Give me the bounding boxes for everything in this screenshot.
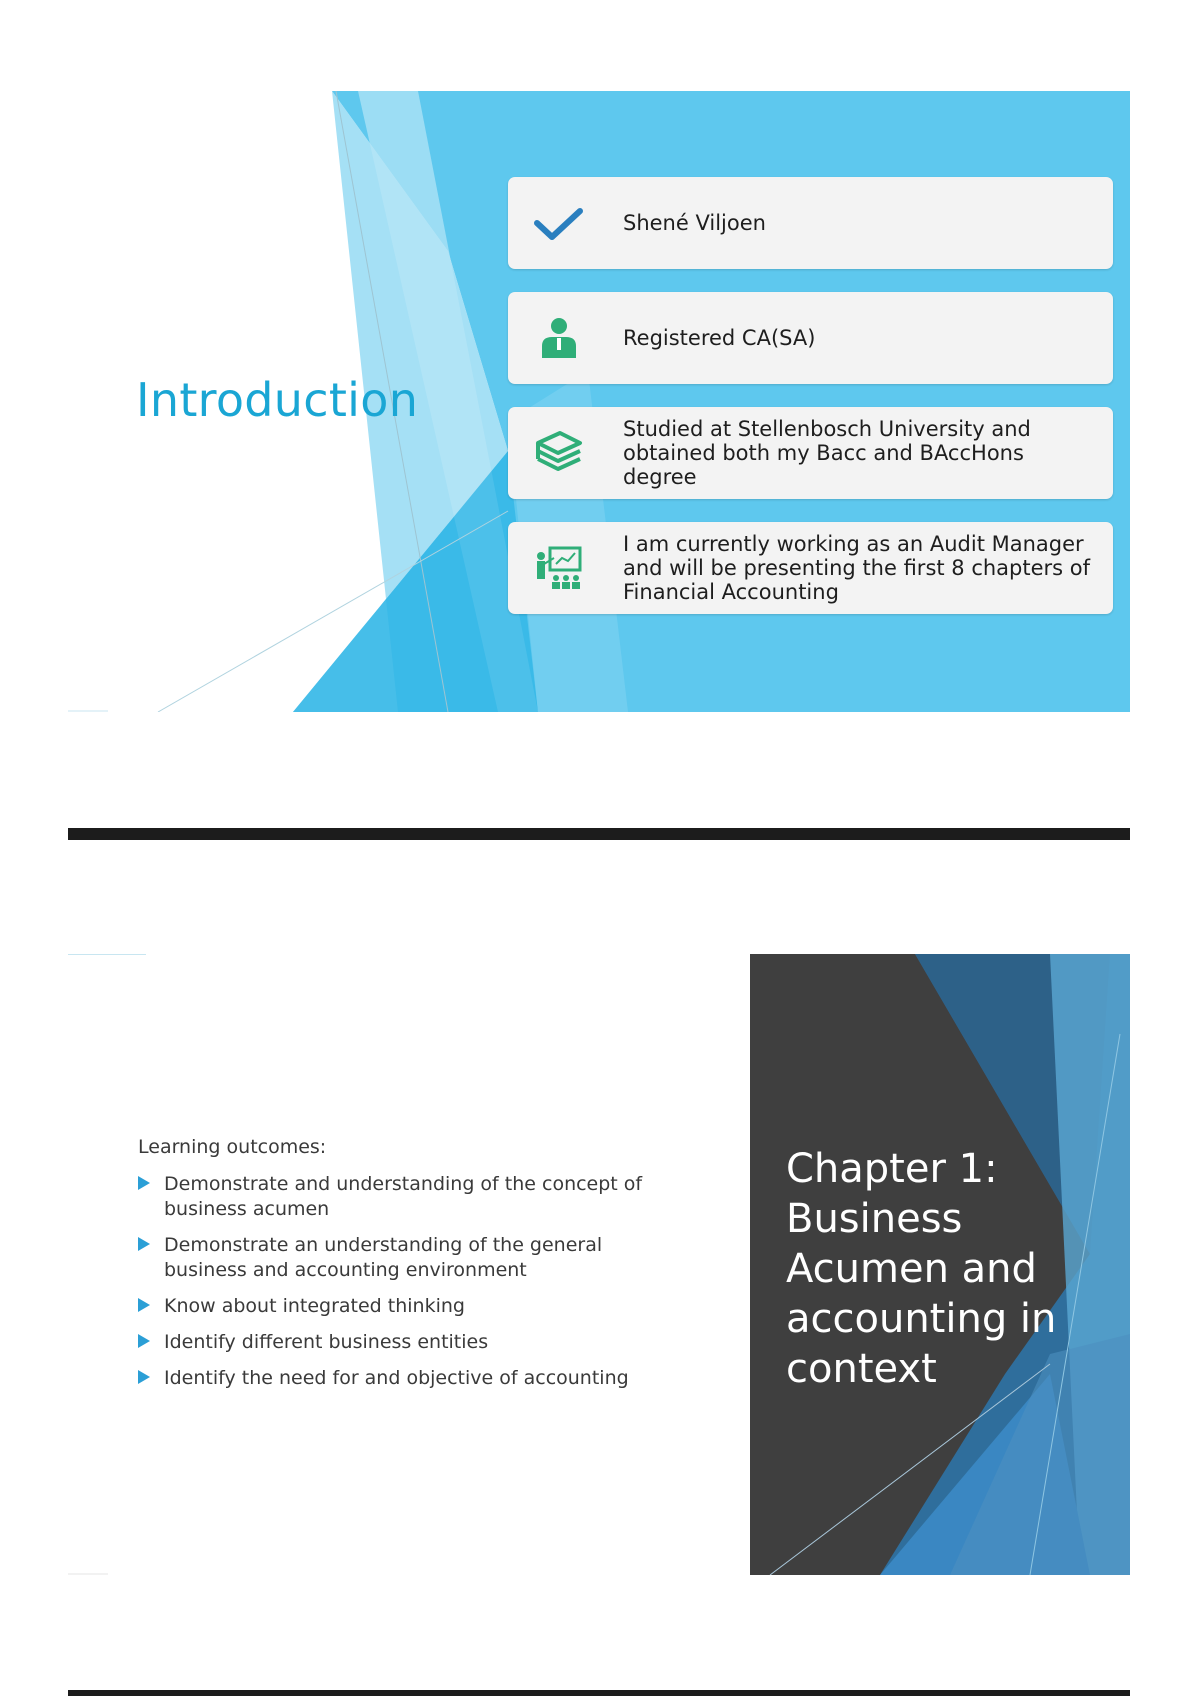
info-card-role bbox=[508, 522, 1113, 614]
info-card-education bbox=[508, 407, 1113, 499]
learning-outcomes-heading: Learning outcomes: bbox=[138, 1136, 327, 1158]
info-card-text: Studied at Stellenbosch University and obtained both my Bacc and BAccHons degree bbox=[623, 417, 1031, 489]
chapter-title: Chapter 1: Business Acumen and accounting in context bbox=[786, 1146, 1057, 1392]
page-separator bbox=[68, 1690, 1130, 1696]
list-item: Demonstrate and understanding of the concept of business acumen bbox=[138, 1172, 678, 1222]
info-card-qualification bbox=[508, 292, 1113, 384]
triangle-bullet-icon bbox=[138, 1298, 150, 1312]
info-card-text: Registered CA(SA) bbox=[623, 326, 816, 350]
chapter-title-panel bbox=[750, 954, 1130, 1575]
list-item: Identify different business entities bbox=[138, 1330, 678, 1355]
person-icon bbox=[532, 314, 586, 362]
list-item: Identify the need for and objective of accounting bbox=[138, 1366, 678, 1391]
list-item: Demonstrate an understanding of the general business and accounting environment bbox=[138, 1233, 678, 1283]
info-card-name bbox=[508, 177, 1113, 269]
learning-outcomes-list bbox=[138, 1172, 678, 1402]
slide-chapter-1 bbox=[68, 954, 1130, 1575]
page-separator bbox=[68, 828, 1130, 840]
triangle-bullet-icon bbox=[138, 1237, 150, 1251]
triangle-bullet-icon bbox=[138, 1370, 150, 1384]
list-item: Know about integrated thinking bbox=[138, 1294, 678, 1319]
books-icon bbox=[532, 429, 586, 477]
slide2-decoration bbox=[68, 954, 148, 1575]
slide-title: Introduction bbox=[136, 373, 419, 427]
info-card-text: I am currently working as an Audit Manager and will be presenting the first 8 chapters of Financial Accounting bbox=[623, 532, 1091, 604]
teacher-icon bbox=[532, 544, 586, 592]
triangle-bullet-icon bbox=[138, 1176, 150, 1190]
checkmark-icon bbox=[532, 199, 586, 247]
triangle-bullet-icon bbox=[138, 1334, 150, 1348]
info-card-text: Shené Viljoen bbox=[623, 211, 766, 235]
slide-introduction bbox=[68, 91, 1130, 712]
